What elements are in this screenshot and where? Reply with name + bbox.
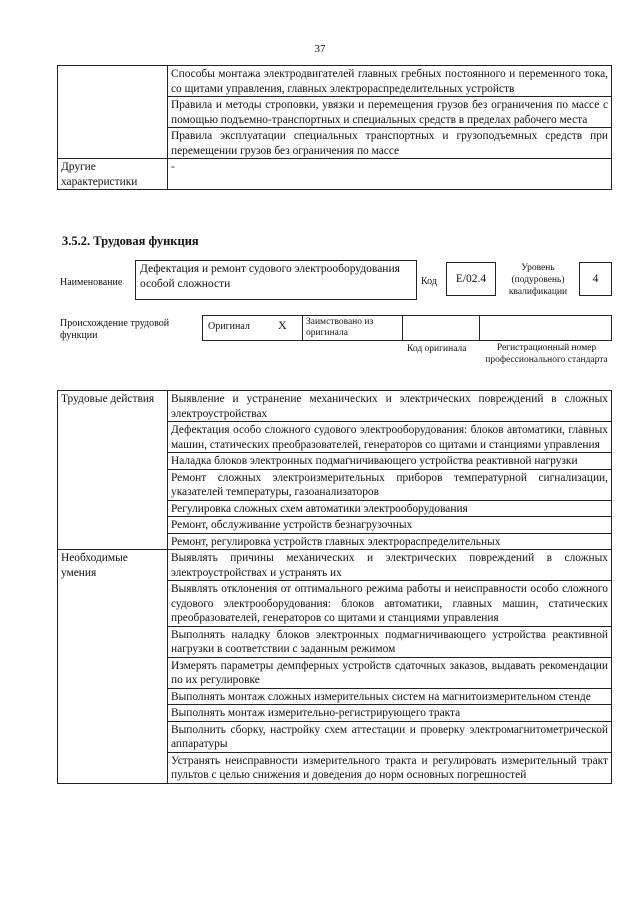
skill-item: Выявлять причины механических и электрических повреждений в сложных электроустройствах и устранять их bbox=[168, 550, 612, 581]
origin-table bbox=[202, 315, 612, 341]
action-item: Наладка блоков электронных подмагничивающего устройства реактивной нагрузки bbox=[168, 453, 612, 470]
table-row bbox=[58, 159, 612, 190]
knowledge-item: Правила эксплуатации специальных транспортных и грузоподъемных средств при перемещении грузов без ограничения по массе bbox=[168, 128, 612, 159]
row-label bbox=[58, 66, 168, 159]
reg-number-label: Регистрационный номер профессионального стандарта bbox=[485, 343, 608, 365]
table-row bbox=[58, 391, 612, 422]
skill-item: Выполнять монтаж измерительно-регистрирующего тракта bbox=[168, 705, 612, 722]
name-label: Наименование bbox=[60, 277, 123, 288]
skill-item: Выявлять отклонения от оптимального режима работы и неисправности особо сложного судового электрооборудования: блоков автоматики, главных машин, статических преобразователей, генераторов со щитами и станциями управления bbox=[168, 581, 612, 627]
borrowed-label: Заимствовано из оригинала bbox=[306, 317, 374, 338]
table-row bbox=[58, 66, 612, 97]
knowledge-item: Способы монтажа электродвигателей главных гребных постоянного и переменного тока, со щитами управления, главных электрораспределительных устройств bbox=[168, 66, 612, 97]
section-title: 3.5.2. Трудовая функция bbox=[62, 234, 199, 248]
skill-item: Измерять параметры демпферных устройств сдаточных заказов, выдавать рекомендации по их регулировке bbox=[168, 657, 612, 688]
row-label-skills: Необходимые умения bbox=[58, 550, 168, 784]
skill-item: Выполнять наладку блоков электронных подмагничивающего устройства реактивной нагрузки в соответствии с заданным режимом bbox=[168, 626, 612, 657]
other-characteristics-value: - bbox=[168, 159, 612, 190]
row-label-actions: Трудовые действия bbox=[58, 391, 168, 550]
action-item: Ремонт, обслуживание устройств безнагрузочных bbox=[168, 517, 612, 534]
knowledge-item: Правила и методы строповки, увязки и перемещения грузов без ограничения по массе с помощью подъемно-транспортных и специальных средств в пределах рабочего места bbox=[168, 97, 612, 128]
code-value: E/02.4 bbox=[446, 262, 496, 296]
origin-divider-1 bbox=[302, 315, 303, 341]
original-label: Оригинал bbox=[208, 321, 250, 332]
table-row bbox=[58, 550, 612, 581]
origin-divider-2 bbox=[402, 315, 403, 341]
actions-skills-table bbox=[57, 390, 612, 784]
action-item: Дефектация особо сложного судового электрооборудования: блоков автоматики, главных машин, статических преобразователей, генераторов со щитами и станциями управления bbox=[168, 422, 612, 453]
skill-item: Устранять неисправности измерительного тракта и регулировать измерительный тракт пультов с целью снижения и доведения до норм основных погрешностей bbox=[168, 752, 612, 783]
origin-divider-3 bbox=[479, 315, 480, 341]
code-original-label: Код оригинала bbox=[407, 344, 467, 354]
skill-item: Выполнить сборку, настройку схем аттестации и проверку электромагнитометрической аппаратуры bbox=[168, 721, 612, 752]
knowledge-table bbox=[57, 65, 612, 190]
skill-item: Выполнять монтаж сложных измерительных систем на магнитоизмерительном стенде bbox=[168, 688, 612, 705]
action-item: Ремонт, регулировка устройств главных электрораспределительных bbox=[168, 533, 612, 550]
code-label: Код bbox=[421, 276, 437, 287]
page-number: 37 bbox=[314, 43, 326, 55]
level-label: Уровень (подуровень) квалификации bbox=[508, 263, 568, 297]
action-item: Регулировка сложных схем автоматики электрооборудования bbox=[168, 500, 612, 517]
function-name: Дефектация и ремонт судового электрооборудования особой сложности bbox=[135, 260, 417, 300]
row-label-other-characteristics: Другие характеристики bbox=[58, 159, 168, 190]
action-item: Ремонт сложных электроизмерительных приборов температурной сигнализации, указателей температуры, газоанализаторов bbox=[168, 469, 612, 500]
origin-label: Происхождение трудовой функции bbox=[60, 318, 170, 341]
action-item: Выявление и устранение механических и электрических повреждений в сложных электроустройствах bbox=[168, 391, 612, 422]
original-mark: X bbox=[278, 318, 287, 332]
level-value: 4 bbox=[579, 262, 612, 296]
